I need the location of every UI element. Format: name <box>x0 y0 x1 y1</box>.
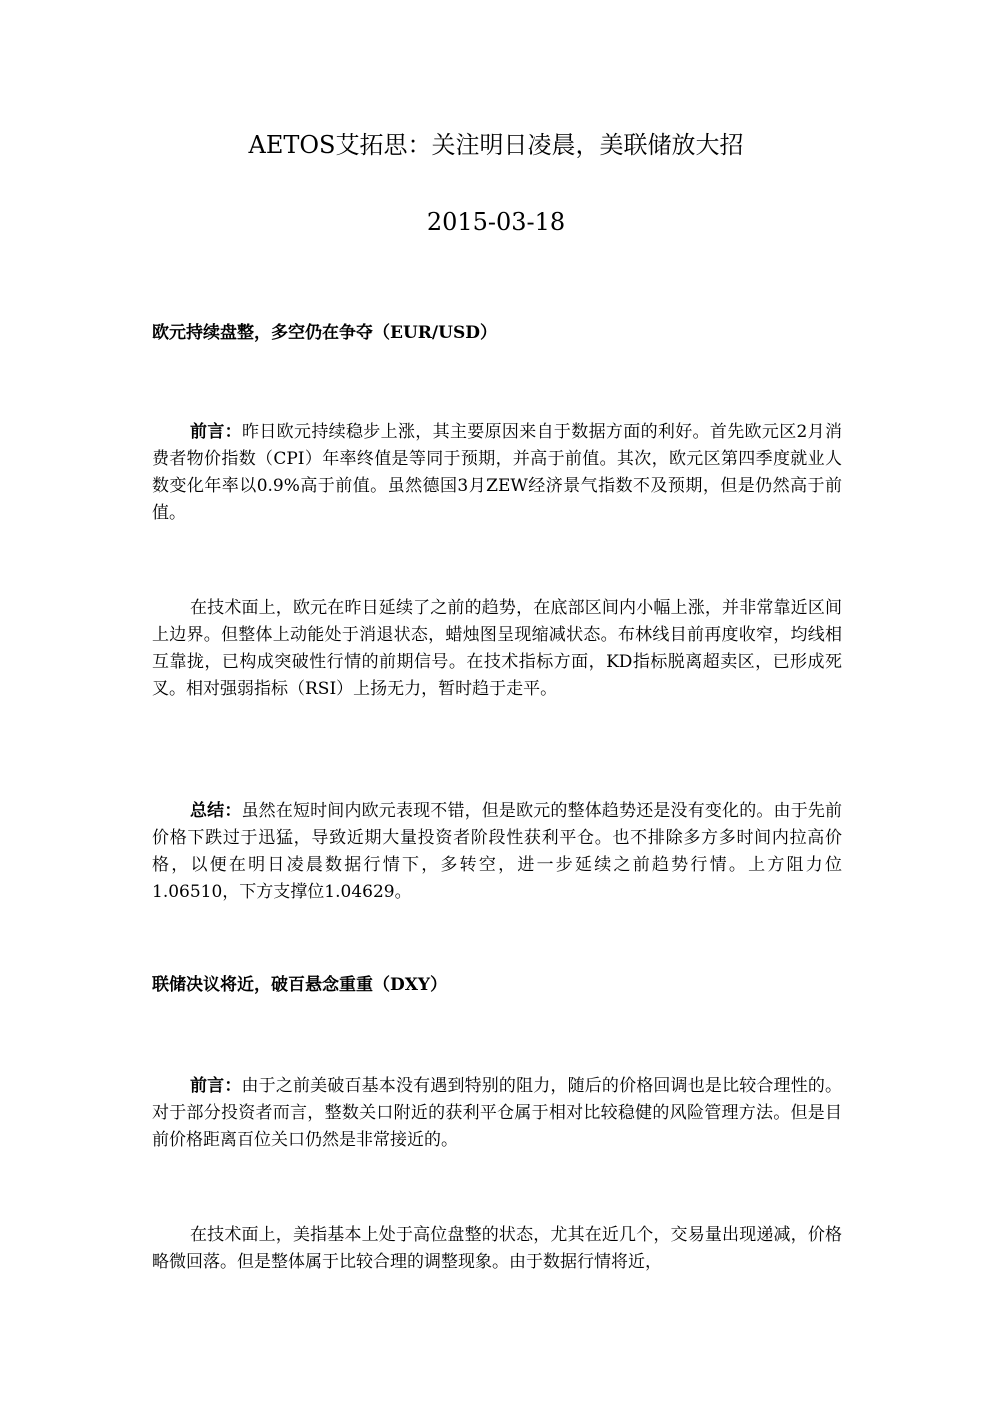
paragraph-eurusd-summary <box>152 798 842 906</box>
paragraph-text: 昨日欧元持续稳步上涨，其主要原因来自于数据方面的利好。首先欧元区2月消费者物价指数（CPI）年率终值是等同于预期，并高于前值。其次，欧元区第四季度就业人数变化年率以0.9%高于前值。虽然德国3月ZEW经济景气指数不及预期，但是仍然高于前值。 <box>152 422 842 523</box>
paragraph-text: 由于之前美破百基本没有遇到特别的阻力，随后的价格回调也是比较合理性的。对于部分投资者而言，整数关口附近的获利平仓属于相对比较稳健的风险管理方法。但是目前价格距离百位关口仍然是非常接近的。 <box>152 1076 843 1150</box>
paragraph-text: 在技术面上，美指基本上处于高位盘整的状态，尤其在近几个，交易量出现递减，价格略微回落。但是整体属于比较合理的调整现象。由于数据行情将近， <box>152 1225 842 1272</box>
paragraph-eurusd-intro <box>152 419 842 527</box>
paragraph-dxy-technical <box>152 1222 842 1276</box>
paragraph-label: 总结： <box>190 801 242 821</box>
paragraph-label: 前言： <box>190 1076 242 1096</box>
document-date: 2015-03-18 <box>426 208 566 236</box>
section-heading-eurusd: 欧元持续盘整，多空仍在争夺（EUR/USD） <box>152 323 497 343</box>
paragraph-label: 前言： <box>190 422 242 442</box>
paragraph-eurusd-technical <box>152 595 842 703</box>
paragraph-dxy-intro <box>152 1073 842 1154</box>
document-title: AETOS艾拓思：关注明日凌晨，美联储放大招 <box>248 131 744 159</box>
paragraph-text: 在技术面上，欧元在昨日延续了之前的趋势，在底部区间内小幅上涨，并非常靠近区间上边界。但整体上动能处于消退状态，蜡烛图呈现缩减状态。布林线目前再度收窄，均线相互靠拢，已构成突破性行情的前期信号。在技术指标方面，KD指标脱离超卖区，已形成死叉。相对强弱指标（RSI）上扬无力，暂时趋于走平。 <box>152 598 842 699</box>
section-heading-dxy: 联储决议将近，破百悬念重重（DXY） <box>152 975 448 995</box>
paragraph-text: 虽然在短时间内欧元表现不错，但是欧元的整体趋势还是没有变化的。由于先前价格下跌过于迅猛，导致近期大量投资者阶段性获利平仓。也不排除多方多时间内拉高价格，以便在明日凌晨数据行情下，多转空，进一步延续之前趋势行情。上方阻力位1.06510，下方支撑位1.04629。 <box>152 801 843 902</box>
